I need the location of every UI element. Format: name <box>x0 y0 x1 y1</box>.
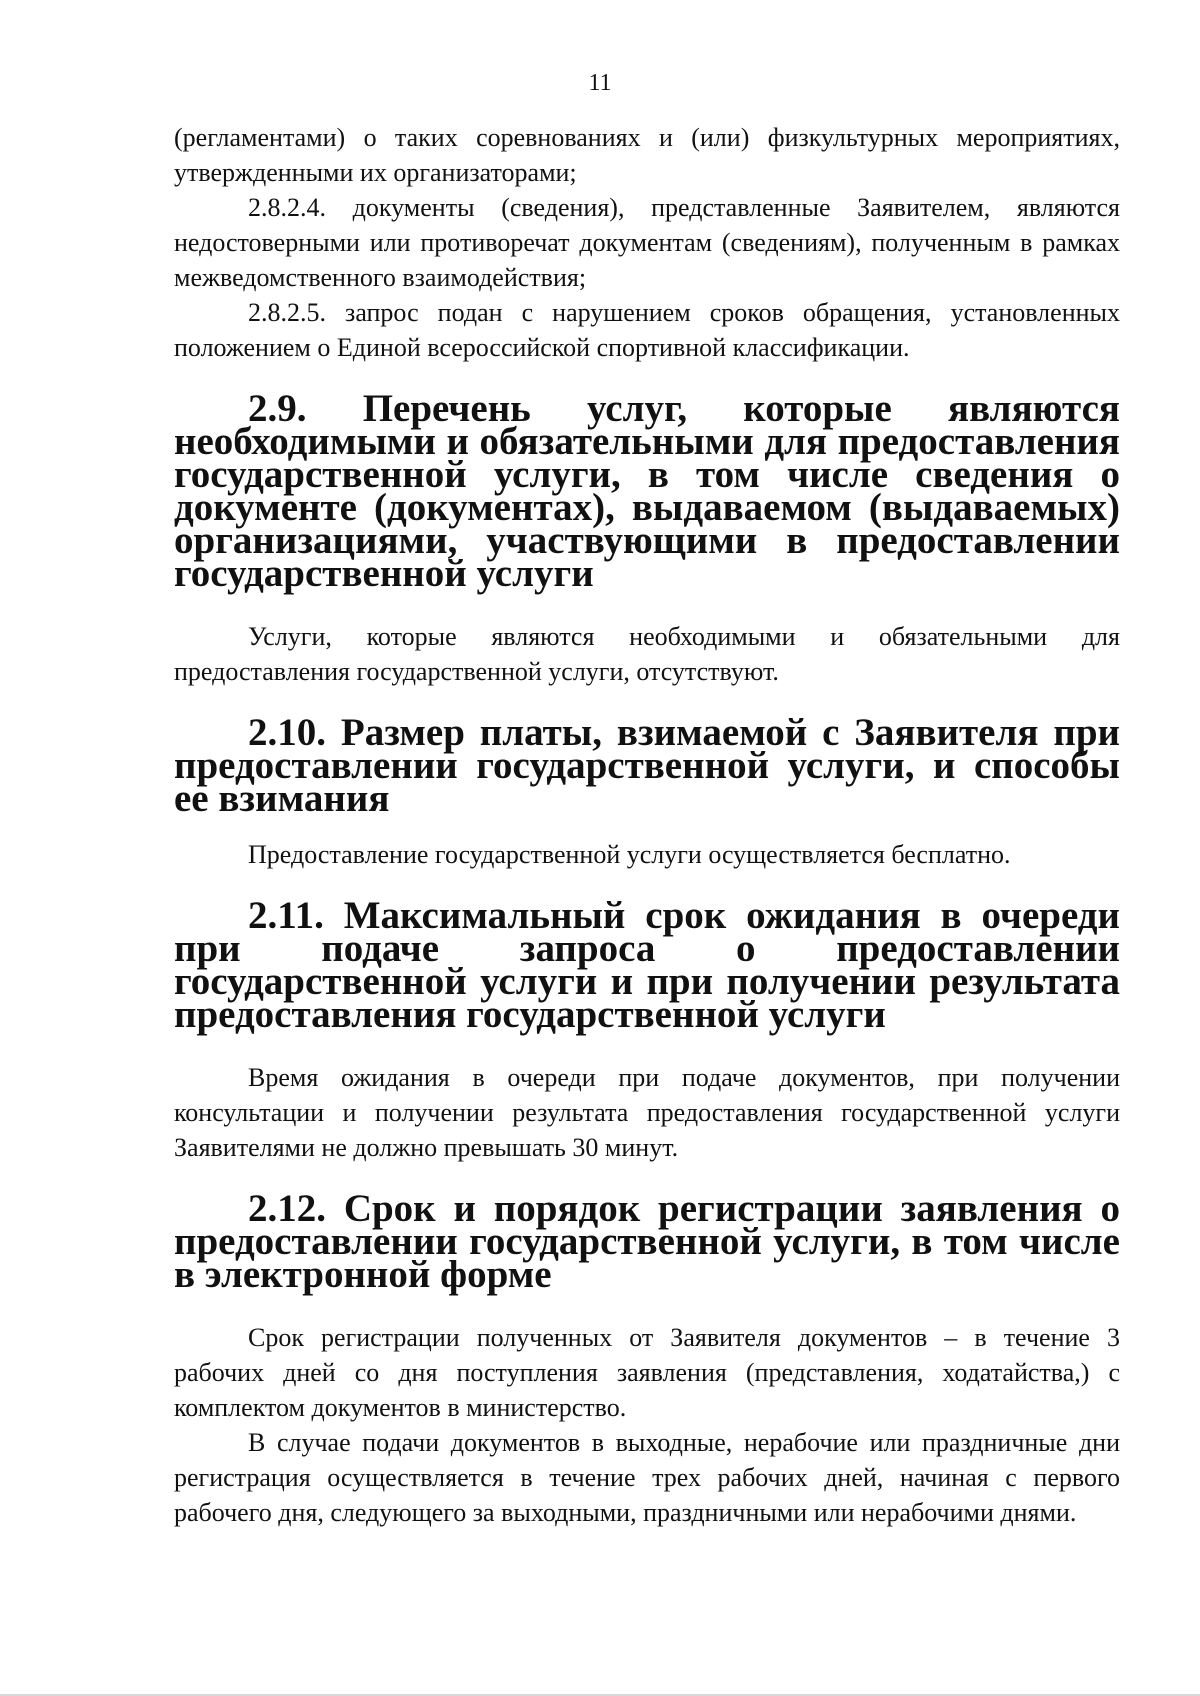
section-heading-2-9: 2.9. Перечень услуг, которые являются необходимыми и обязательными для предоставления государственной услуги, в том числе сведения о документе (документах), выдаваемом (выдаваемых) организациями, участвующими в предоставлении государственной услуги <box>174 387 1120 595</box>
document-content <box>174 120 1120 1530</box>
page-number: 11 <box>588 70 612 96</box>
section-heading-2-12: 2.12. Срок и порядок регистрации заявления о предоставлении государственной услуги, в том числе в электронной форме <box>174 1187 1120 1296</box>
section-2-11-text: Время ожидания в очереди при подаче документов, при получении консультации и получении результата предоставления государственной услуги Заявителями не должно превышать 30 минут. <box>174 1063 1120 1162</box>
section-heading-2-11: 2.11. Максимальный срок ожидания в очереди при подаче запроса о предоставлении государственной услуги и при получении результата предоставления государственной услуги <box>174 894 1120 1036</box>
continuation-regulations-paragraph: (регламентами) о таких соревнованиях и (или) физкультурных мероприятиях, утвержденными их организаторами; <box>174 123 1120 187</box>
section-2-10-text: Предоставление государственной услуги осуществляется бесплатно. <box>248 840 1011 869</box>
section-2-12-registration-term: Срок регистрации полученных от Заявителя документов – в течение 3 рабочих дней со дня поступления заявления (представления, ходатайства,) с комплектом документов в министерство. <box>174 1323 1120 1422</box>
item-2-8-2-4-paragraph: 2.8.2.4. документы (сведения), представленные Заявителем, являются недостоверными или противоречат документам (сведениям), полученным в рамках межведомственного взаимодействия; <box>174 193 1120 292</box>
section-2-12-holiday-registration: В случае подачи документов в выходные, нерабочие или праздничные дни регистрация осуществляется в течение трех рабочих дней, начиная с первого рабочего дня, следующего за выходными, праздничными или нерабочими днями. <box>174 1428 1120 1527</box>
section-heading-2-10: 2.10. Размер платы, взимаемой с Заявителя при предоставлении государственной услуги, и способы ее взимания <box>174 711 1120 820</box>
section-2-9-text: Услуги, которые являются необходимыми и обязательными для предоставления государственной услуги, отсутствуют. <box>174 622 1120 686</box>
item-2-8-2-5-paragraph: 2.8.2.5. запрос подан с нарушением сроков обращения, установленных положением о Единой всероссийской спортивной классификации. <box>174 298 1120 362</box>
